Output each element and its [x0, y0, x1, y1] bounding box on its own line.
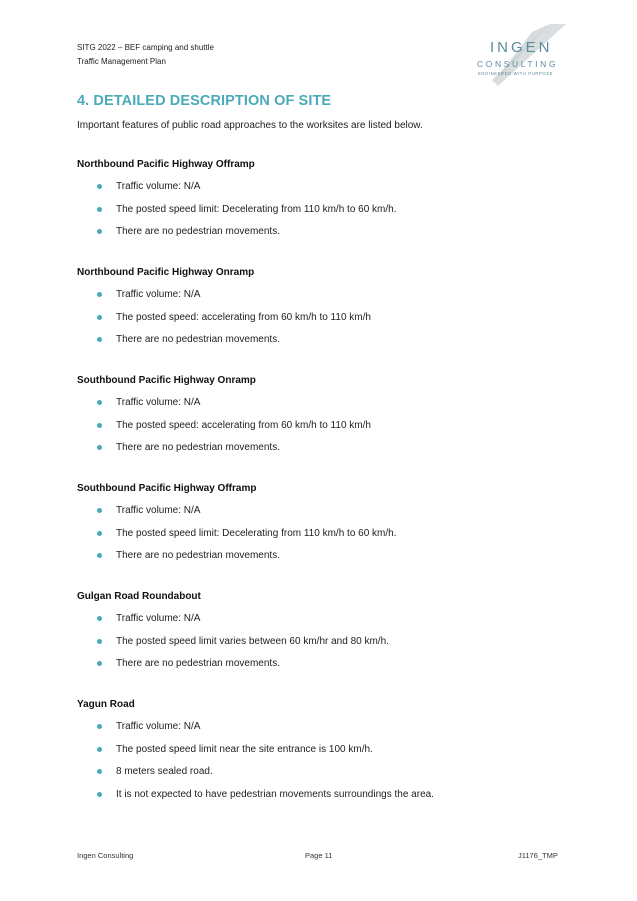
- bullet-text: Traffic volume: N/A: [116, 181, 201, 192]
- bullet-item: [77, 764, 577, 787]
- bullet-item: [77, 526, 577, 549]
- bullet-list: [77, 503, 577, 571]
- header-line-2: Traffic Management Plan: [77, 57, 166, 66]
- road-heading: Yagun Road: [77, 699, 135, 710]
- bullet-dot-icon: [97, 553, 102, 558]
- section-title: 4. DETAILED DESCRIPTION OF SITE: [77, 93, 332, 109]
- road-block-southbound-onramp: [77, 373, 577, 463]
- bullet-item: [77, 395, 577, 418]
- document-header: [77, 41, 214, 69]
- road-heading: Northbound Pacific Highway Onramp: [77, 267, 255, 278]
- bullet-dot-icon: [97, 661, 102, 666]
- bullet-dot-icon: [97, 616, 102, 621]
- bullet-list: [77, 395, 577, 463]
- bullet-item: [77, 310, 577, 333]
- bullet-item: [77, 611, 577, 634]
- road-block-northbound-onramp: [77, 265, 577, 355]
- footer-page-number: Page 11: [305, 851, 333, 860]
- company-logo: [472, 22, 568, 88]
- bullet-item: [77, 202, 577, 225]
- road-block-southbound-offramp: [77, 481, 577, 571]
- bullet-item: [77, 503, 577, 526]
- road-heading: Gulgan Road Roundabout: [77, 591, 201, 602]
- bullet-dot-icon: [97, 400, 102, 405]
- logo-word-consulting: CONSULTING: [477, 59, 559, 69]
- bullet-text: 8 meters sealed road.: [116, 766, 213, 777]
- bullet-item: [77, 656, 577, 679]
- bullet-text: Traffic volume: N/A: [116, 397, 201, 408]
- header-line-1: SITG 2022 – BEF camping and shuttle: [77, 43, 214, 52]
- bullet-text: The posted speed limit: Decelerating from 110 km/h to 60 km/h.: [116, 527, 397, 539]
- bullet-list: [77, 287, 577, 355]
- logo-tagline: ENGINEERED WITH PURPOSE: [478, 71, 553, 76]
- bullet-dot-icon: [97, 337, 102, 342]
- road-block-northbound-offramp: [77, 157, 577, 247]
- bullet-text: Traffic volume: N/A: [116, 721, 201, 732]
- road-block-yagun-road: [77, 697, 577, 809]
- bullet-dot-icon: [97, 423, 102, 428]
- bullet-dot-icon: [97, 508, 102, 513]
- bullet-item: [77, 287, 577, 310]
- bullet-item: [77, 548, 577, 571]
- section-intro: Important features of public road approaches to the worksites are listed below.: [77, 120, 423, 131]
- bullet-dot-icon: [97, 792, 102, 797]
- bullet-text: There are no pedestrian movements.: [116, 442, 280, 453]
- bullet-text: Traffic volume: N/A: [116, 505, 201, 516]
- bullet-dot-icon: [97, 724, 102, 729]
- bullet-dot-icon: [97, 184, 102, 189]
- bullet-dot-icon: [97, 531, 102, 536]
- bullet-item: [77, 634, 577, 657]
- bullet-item: [77, 332, 577, 355]
- bullet-dot-icon: [97, 639, 102, 644]
- bullet-dot-icon: [97, 769, 102, 774]
- road-block-gulgan-roundabout: [77, 589, 577, 679]
- bullet-item: [77, 719, 577, 742]
- bullet-text: The posted speed: accelerating from 60 km/h to 110 km/h: [116, 419, 371, 431]
- bullet-text: There are no pedestrian movements.: [116, 334, 280, 345]
- bullet-text: Traffic volume: N/A: [116, 613, 201, 624]
- footer-document-code: J1176_TMP: [518, 851, 558, 860]
- bullet-item: [77, 742, 577, 765]
- bullet-text: The posted speed limit: Decelerating from 110 km/h to 60 km/h.: [116, 203, 397, 215]
- bullet-dot-icon: [97, 229, 102, 234]
- bullet-item: [77, 179, 577, 202]
- bullet-text: It is not expected to have pedestrian movements surroundings the area.: [116, 788, 434, 800]
- bullet-item: [77, 440, 577, 463]
- bullet-text: There are no pedestrian movements.: [116, 658, 280, 669]
- footer-company: Ingen Consulting: [77, 851, 134, 860]
- bullet-dot-icon: [97, 315, 102, 320]
- road-heading: Southbound Pacific Highway Onramp: [77, 375, 256, 386]
- bullet-item: [77, 787, 577, 810]
- bullet-dot-icon: [97, 207, 102, 212]
- bullet-list: [77, 719, 577, 809]
- bullet-text: There are no pedestrian movements.: [116, 226, 280, 237]
- bullet-dot-icon: [97, 292, 102, 297]
- bullet-item: [77, 224, 577, 247]
- bullet-text: The posted speed limit varies between 60 km/hr and 80 km/h.: [116, 635, 389, 647]
- bullet-text: There are no pedestrian movements.: [116, 550, 280, 561]
- logo-word-ingen: INGEN: [490, 39, 553, 56]
- bullet-list: [77, 611, 577, 679]
- bullet-text: Traffic volume: N/A: [116, 289, 201, 300]
- bullet-list: [77, 179, 577, 247]
- bullet-item: [77, 418, 577, 441]
- road-heading: Northbound Pacific Highway Offramp: [77, 159, 255, 170]
- bullet-dot-icon: [97, 445, 102, 450]
- bullet-text: The posted speed: accelerating from 60 km/h to 110 km/h: [116, 311, 371, 323]
- bullet-text: The posted speed limit near the site entrance is 100 km/h.: [116, 743, 373, 755]
- bullet-dot-icon: [97, 747, 102, 752]
- road-heading: Southbound Pacific Highway Offramp: [77, 483, 257, 494]
